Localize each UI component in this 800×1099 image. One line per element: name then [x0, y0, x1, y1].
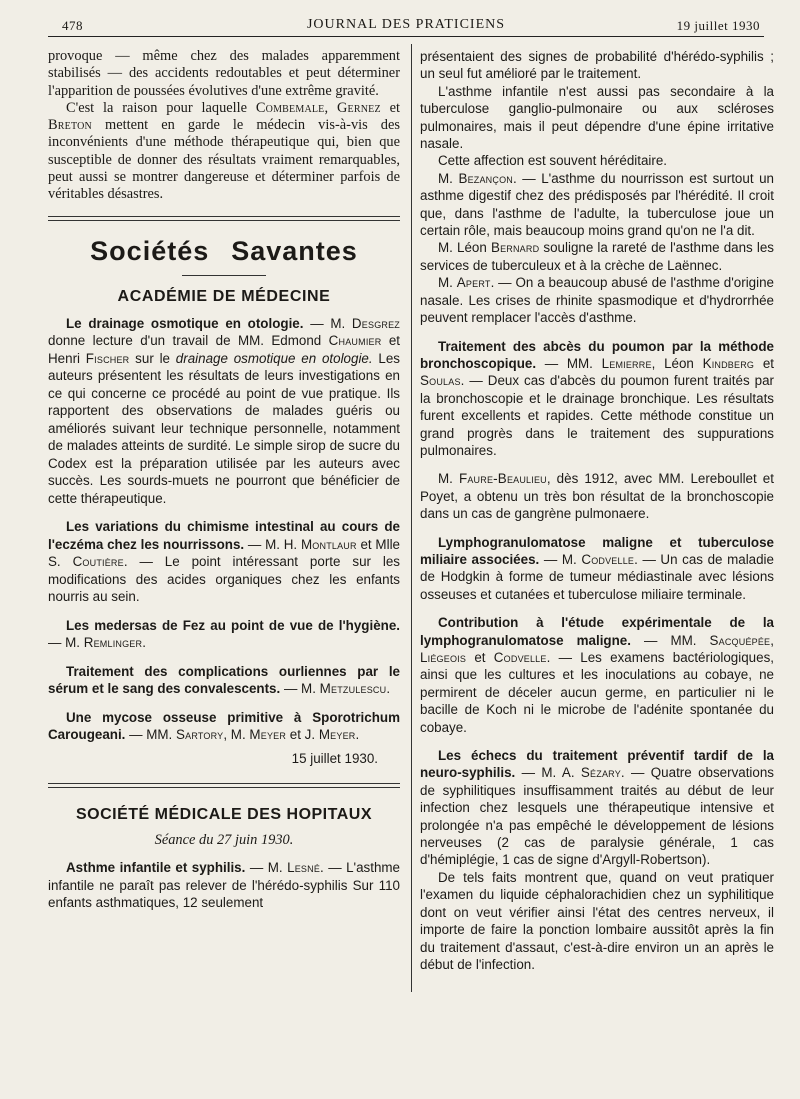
journal-title: JOURNAL DES PRATICIENS — [306, 17, 506, 32]
article-mycose-osseuse: Une mycose osseuse primitive à Sporotrichum Carougeani. — MM. Sartory, M. Meyer et J. Meyer. — [48, 709, 400, 743]
page-number: 478 — [62, 18, 83, 33]
article-asthme-infantile: Asthme infantile et syphilis. — M. Lesné. — L'asthme infantile ne paraît pas relever de l'hérédo-syphilis Sur 110 enfants asthmatiques, 12 seulement — [48, 860, 401, 911]
section-divider — [48, 216, 400, 221]
seance-date: Séance du 27 juin 1930. — [154, 831, 294, 848]
page-header — [48, 14, 764, 36]
society-divider — [48, 783, 400, 788]
article-medersas-fez: Les medersas de Fez au point de vue de l'hygiène. — M. Remlinger. — [48, 617, 400, 651]
article-lymphogranulomatose: Lymphogranulomatose maligne et tuberculose miliaire associées. — M. Codvelle. — Un cas de maladie de Hodgkin à forme de tumeur médiastinale avec lésions osseuses et cutanées et tuberculose miliaire terminale. — [420, 534, 774, 602]
faure-beaulieu-comment: M. Faure-Beaulieu, dès 1912, avec MM. Lereboullet et Poyet, a obtenu un très bon résultat de la bronchoscopie dans un cas de gangrène pulmonaere. — [420, 471, 774, 522]
right-column — [420, 48, 774, 973]
combemale-paragraph: C'est la raison pour laquelle Combemale, Gernez et Breton mettent en garde le médecin vis-à-vis des inconvénients d'une méthode thérapeutique qui, bien que susceptible de donner des résultats vraiment remarquables, peut aussi se montrer dangereuse et déterminer parfois de véritables désastres. — [48, 99, 400, 203]
asthme-hereditaire: Cette affection est souvent héréditaire. — [438, 153, 668, 169]
article-echecs-traitement: Les échecs du traitement préventif tardif de la neuro-syphilis. — M. A. Sézary. — Quatre observations de syphilitiques insuffisamment traités au début de leur infection chez lesquels une thérapeutique intensive et prolongée n'a pas empêché le développement de lésions nerveuses (2 cas de paralysie générale, 1 cas d'hémiplégie, 1 cas de signe d'Argyll-Robertson). — [420, 748, 774, 868]
ponction-lombaire-paragraph: De tels faits montrent que, quand on veut pratiquer l'examen du liquide céphalorachidien chez un syphilitique dont on veut vérifier ainsi l'état des centres nerveux, il importe de faire la ponction lombaire aussitôt après la fin du traitement d'assaut, c'est-à-dire environ un an après le début de l'infection. — [420, 869, 774, 972]
title-underline — [182, 275, 266, 276]
academie-title: ACADÉMIE DE MÉDECINE — [117, 287, 331, 305]
societes-savantes-title: Sociétés Savantes — [90, 235, 358, 266]
article-chimisme-intestinal: Les variations du chimisme intestinal au cours de l'eczéma chez les nourrissons. — M. H. Montlaur et Mlle S. Coutière. — Le point intéressant porte sur les modifications des acides organiques chez les enfants nourris au sein. — [48, 519, 400, 605]
continued-paragraph: provoque — même chez des malades apparemment stabilisés — des accidents redoutables et peut déterminer l'apparition de poussées évolutives d'une extrême gravité. — [48, 48, 400, 99]
apert-comment: M. Apert. — On a beaucoup abusé de l'asthme d'origine nasale. Les crises de rhinite spasmodique et d'hydrorrhée peuvent remplacer l'accès d'asthme. — [420, 275, 774, 326]
article-drainage-osmotique: Le drainage osmotique en otologie. — M. Desgrez donne lecture d'un travail de MM. Edmond Chaumier et Henri Fischer sur le drainage osmotique en otologie. Les auteurs présentent les résultats de leurs investigations en ce qui concerne ce procédé au point de vue pratique. Ils rapportent des observations de malades guéris ou améliorés suivant leur technique personnelle, notamment de malades atteints de surdité. Le simple sirop de sucre du Codex est la préparation utilisée par les auteurs avec succès. Les sourds-muets ne pourront que bénéficier de cette thérapeutique. — [48, 315, 401, 506]
asthme-tuberculose: L'asthme infantile n'est aussi pas secondaire à la tuberculose ganglio-pulmonaire ou aux scléroses pulmonaires, mais il peut dépendre d'une épine irritative nasale. — [420, 83, 774, 152]
bernard-comment: M. Léon Bernard souligne la rareté de l'asthme dans les services de tuberculeux et à la crèche de Laënnec. — [420, 240, 774, 273]
societe-medicale-title: SOCIÉTÉ MÉDICALE DES HOPITAUX — [75, 806, 372, 824]
asthme-continued: présentaient des signes de probabilité d'hérédo-syphilis ; un seul fut amélioré par le traitement. — [420, 49, 774, 82]
article-complications-ourliennes: Traitement des complications ourliennes par le sérum et le sang des convalescents. — M. Metzulescu. — [48, 663, 400, 697]
left-column — [48, 48, 400, 912]
bezancon-comment: M. Bezançon. — L'asthme du nourrisson est surtout un asthme digestif chez des prédisposés par l'hérédité. Il croit que, dans l'asthme de l'adulte, la tuberculose joue un certain rôle, mais beaucoup moins grand qu'on ne l'a dit. — [420, 170, 774, 239]
session-date: 15 juillet 1930. — [291, 750, 378, 766]
article-abces-poumon: Traitement des abcès du poumon par la méthode bronchoscopique. — MM. Lemierre, Léon Kindberg et Soulas. — Deux cas d'abcès du poumon furent traités par la bronchoscopie et le drainage bronchique. Les résultats furent excellents et rapides. Cette méthode constitue un grand progrès dans le traitement des suppurations pulmonaires. — [420, 338, 774, 458]
issue-date: 19 juillet 1930 — [676, 18, 760, 33]
column-divider — [411, 44, 412, 992]
article-contribution-experimentale: Contribution à l'étude expérimentale de la lymphogranulomatose maligne. — MM. Sacquépée, Liégeois et Codvelle. — Les examens bactériologiques, ainsi que les cultures et les inoculations au cobaye, ne permirent de déceler aucun germe, en particulier ni le bacille de Koch ni le microbe de l'adénite spontanée du cobaye. — [420, 615, 774, 735]
header-rule — [48, 36, 764, 37]
